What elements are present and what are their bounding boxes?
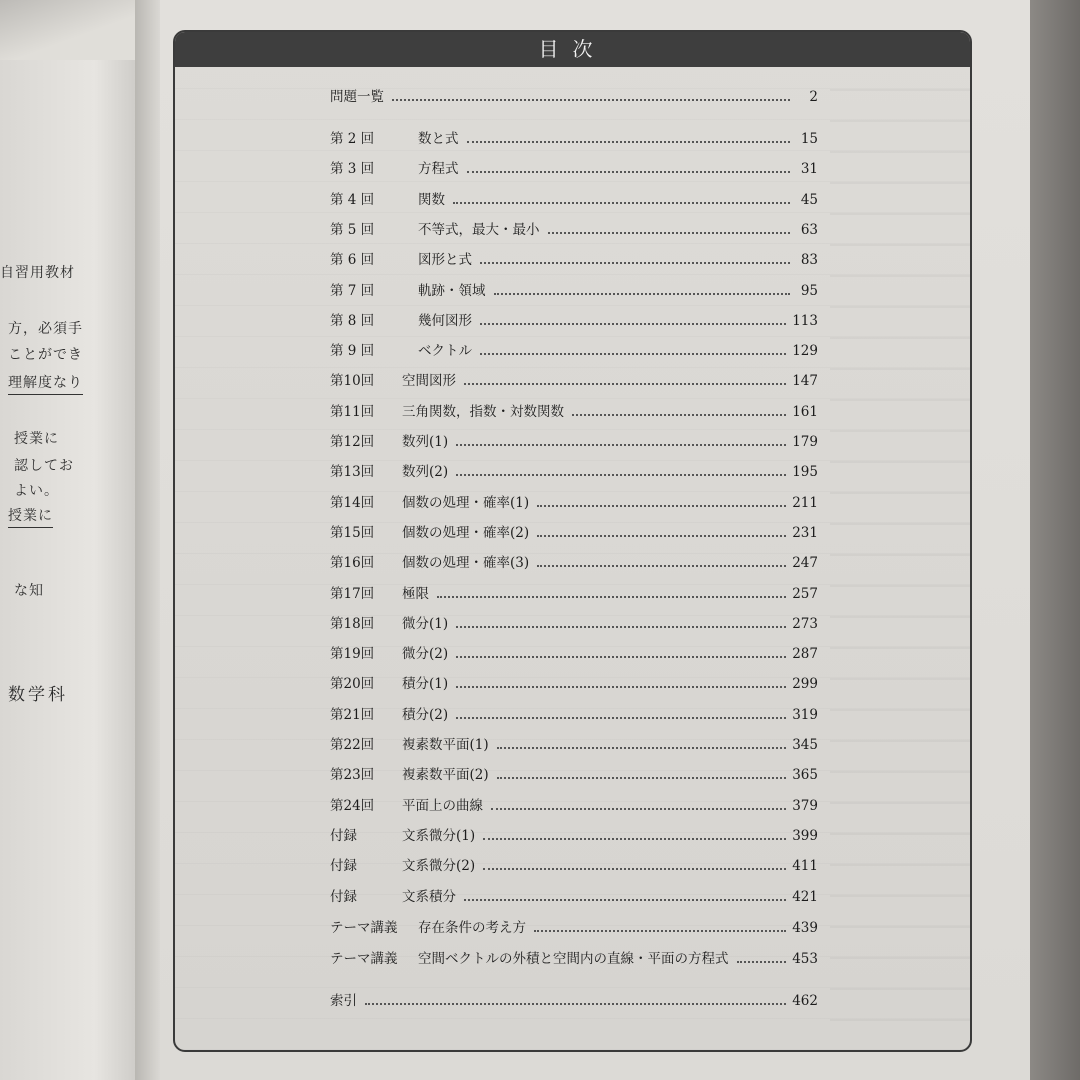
toc-entry bbox=[330, 548, 818, 572]
toc-entry-label: 第 4 回 bbox=[330, 191, 375, 208]
toc-entry-page: 411 bbox=[792, 858, 818, 875]
dot-leader bbox=[537, 504, 786, 507]
toc-entry-title: 空間図形 bbox=[402, 373, 456, 390]
toc-entry-page: 319 bbox=[792, 706, 818, 723]
toc-entry bbox=[330, 579, 818, 603]
toc-entry-label: 第 2 回 bbox=[330, 131, 375, 147]
toc-entry-title: 三角関数，指数・対数関数 bbox=[402, 403, 564, 420]
toc-entry bbox=[330, 82, 818, 106]
toc-entry-page: 31 bbox=[800, 161, 818, 178]
toc-entry-title: 個数の処理・確率(3) bbox=[402, 555, 530, 572]
toc-entry bbox=[330, 245, 818, 269]
toc-entry bbox=[330, 306, 818, 330]
toc-entry-page: 161 bbox=[792, 403, 818, 420]
left-text-snippet: 授業に bbox=[8, 505, 53, 528]
dot-leader bbox=[453, 201, 790, 204]
dot-leader bbox=[480, 322, 786, 325]
toc-entry-label: 第20回 bbox=[330, 676, 375, 693]
toc-entry-title: 微分(1) bbox=[402, 615, 449, 632]
toc-entry bbox=[330, 518, 818, 542]
toc-entry-title: 平面上の曲線 bbox=[402, 797, 483, 814]
toc-entry-label: 第13回 bbox=[330, 464, 375, 481]
toc-entry-label: 第10回 bbox=[330, 373, 375, 390]
toc-entry-page: 83 bbox=[800, 252, 818, 269]
toc-entry-label: 第21回 bbox=[330, 706, 375, 723]
left-text-snippet: 自習用教材 bbox=[0, 265, 75, 281]
toc-entry-title: 文系微分(1) bbox=[402, 827, 476, 844]
toc-entry-label: 第24回 bbox=[330, 797, 375, 814]
toc-entry bbox=[330, 944, 818, 968]
toc-entry bbox=[330, 913, 818, 937]
toc-entry-label: 付録 bbox=[330, 888, 357, 905]
toc-entry bbox=[330, 791, 818, 815]
toc-entry-label: 第 5 回 bbox=[330, 221, 375, 238]
toc-entry-page: 211 bbox=[792, 494, 818, 511]
dot-leader bbox=[480, 352, 786, 355]
toc-entry-title: 方程式 bbox=[418, 161, 459, 178]
dot-leader bbox=[497, 746, 787, 749]
toc-entry-title: 文系微分(2) bbox=[402, 858, 476, 875]
toc-entry-label: 第15回 bbox=[330, 524, 375, 541]
toc-entry bbox=[330, 488, 818, 512]
dot-leader bbox=[456, 443, 786, 446]
toc-list bbox=[175, 32, 970, 1050]
toc-entry-label: 第12回 bbox=[330, 434, 375, 450]
toc-entry-label: 第22回 bbox=[330, 737, 375, 753]
toc-entry-page: 421 bbox=[792, 888, 818, 905]
left-text-snippet: 授業に bbox=[14, 431, 59, 447]
toc-entry-title: 個数の処理・確率(1) bbox=[402, 494, 530, 511]
toc-entry bbox=[330, 427, 818, 451]
dot-leader bbox=[467, 140, 791, 143]
left-text-snippet: ことができ bbox=[8, 347, 83, 363]
dot-leader bbox=[467, 170, 791, 173]
dot-leader bbox=[537, 534, 786, 537]
toc-entry bbox=[330, 397, 818, 421]
dot-leader bbox=[456, 685, 786, 688]
toc-entry-title: 極限 bbox=[402, 585, 429, 602]
page-edge bbox=[1030, 0, 1080, 1080]
toc-entry-title: 軌跡・領域 bbox=[418, 282, 486, 299]
dot-leader bbox=[572, 413, 786, 416]
left-page bbox=[0, 0, 135, 1080]
toc-entry bbox=[330, 609, 818, 633]
toc-entry bbox=[330, 986, 818, 1010]
toc-entry-title: 不等式，最大・最小 bbox=[418, 221, 540, 238]
toc-entry-label: 付録 bbox=[330, 858, 357, 875]
toc-entry bbox=[330, 276, 818, 300]
toc-entry-page: 95 bbox=[800, 282, 818, 299]
toc-entry-title: 関数 bbox=[418, 191, 445, 208]
toc-entry bbox=[330, 366, 818, 390]
toc-entry-page: 195 bbox=[792, 464, 818, 481]
toc-entry-label: 第 3 回 bbox=[330, 161, 375, 178]
toc-entry-page: 113 bbox=[792, 312, 818, 329]
dot-leader bbox=[497, 776, 787, 779]
toc-entry bbox=[330, 336, 818, 360]
toc-entry-title: 問題一覧 bbox=[330, 89, 384, 105]
dot-leader bbox=[483, 867, 786, 870]
dot-leader bbox=[392, 98, 790, 101]
toc-entry-title: 複素数平面(2) bbox=[402, 767, 489, 784]
toc-entry-page: 287 bbox=[792, 646, 818, 663]
toc-entry-page: 2 bbox=[809, 89, 818, 105]
toc-entry-page: 365 bbox=[792, 767, 818, 784]
toc-entry-page: 257 bbox=[792, 585, 818, 602]
toc-entry-label: 第23回 bbox=[330, 767, 375, 784]
toc-entry bbox=[330, 215, 818, 239]
toc-entry-page: 129 bbox=[792, 343, 818, 360]
toc-entry-label: 第18回 bbox=[330, 615, 375, 632]
toc-entry-title: 複素数平面(1) bbox=[402, 737, 489, 753]
toc-entry-label: 第19回 bbox=[330, 646, 375, 663]
dot-leader bbox=[534, 929, 786, 932]
toc-entry-page: 273 bbox=[792, 615, 818, 632]
toc-entry bbox=[330, 730, 818, 754]
toc-entry-label: 第 8 回 bbox=[330, 312, 375, 329]
toc-entry-page: 179 bbox=[792, 434, 818, 450]
toc-entry-page: 462 bbox=[792, 992, 818, 1009]
dot-leader bbox=[456, 473, 786, 476]
toc-entry-title: 数列(2) bbox=[402, 464, 449, 481]
toc-entry-title: ベクトル bbox=[418, 343, 472, 360]
toc-entry bbox=[330, 124, 818, 148]
toc-entry bbox=[330, 882, 818, 906]
dot-leader bbox=[456, 716, 786, 719]
toc-entry-label: 第17回 bbox=[330, 585, 375, 602]
toc-entry bbox=[330, 185, 818, 209]
dot-leader bbox=[464, 898, 786, 901]
toc-entry-label: テーマ講義 bbox=[330, 950, 398, 967]
left-text-snippet: 方，必須手 bbox=[8, 321, 83, 337]
toc-entry bbox=[330, 639, 818, 663]
toc-entry bbox=[330, 457, 818, 481]
toc-entry bbox=[330, 669, 818, 693]
toc-entry-title: 積分(2) bbox=[402, 706, 449, 723]
book-gutter bbox=[135, 0, 163, 1080]
toc-entry-label: 第11回 bbox=[330, 403, 375, 420]
toc-entry bbox=[330, 154, 818, 178]
toc-entry-label: 第 9 回 bbox=[330, 343, 375, 360]
toc-entry-page: 45 bbox=[800, 191, 818, 208]
dot-leader bbox=[480, 261, 790, 264]
left-text-snippet: 理解度なり bbox=[8, 372, 83, 395]
dot-leader bbox=[464, 382, 786, 385]
dot-leader bbox=[365, 1002, 786, 1005]
toc-entry-page: 247 bbox=[792, 555, 818, 572]
toc-entry bbox=[330, 821, 818, 845]
left-text-snippet: よい。 bbox=[14, 483, 59, 499]
left-text-snippet: な知 bbox=[14, 583, 44, 599]
toc-entry-title: 図形と式 bbox=[418, 252, 472, 269]
dot-leader bbox=[537, 564, 786, 567]
left-text-snippet: 数学科 bbox=[8, 685, 68, 705]
dot-leader bbox=[548, 231, 791, 234]
toc-entry-page: 299 bbox=[792, 676, 818, 693]
toc-entry bbox=[330, 700, 818, 724]
dot-leader bbox=[437, 595, 786, 598]
toc-entry-page: 399 bbox=[792, 827, 818, 844]
toc-entry-title: 幾何図形 bbox=[418, 312, 472, 329]
left-text-snippet: 認してお bbox=[14, 458, 74, 474]
toc-entry-label: 第14回 bbox=[330, 494, 375, 511]
toc-entry-page: 15 bbox=[800, 131, 818, 147]
toc-entry-page: 439 bbox=[792, 919, 818, 936]
toc-entry-page: 379 bbox=[792, 797, 818, 814]
toc-title: 目次 bbox=[175, 32, 970, 67]
toc-entry-label: 第16回 bbox=[330, 555, 375, 572]
toc-entry-label: 第 7 回 bbox=[330, 282, 375, 299]
toc-entry-title: 微分(2) bbox=[402, 646, 449, 663]
toc-entry-label: 付録 bbox=[330, 827, 357, 844]
toc-frame bbox=[173, 30, 972, 1052]
toc-entry-title: 文系積分 bbox=[402, 888, 456, 905]
toc-entry-label: テーマ講義 bbox=[330, 919, 398, 936]
toc-entry-title: 積分(1) bbox=[402, 676, 449, 693]
toc-entry-page: 453 bbox=[792, 950, 818, 967]
toc-entry-page: 231 bbox=[792, 524, 818, 541]
dot-leader bbox=[483, 837, 786, 840]
page-fold bbox=[0, 0, 135, 60]
toc-entry-title: 数と式 bbox=[418, 131, 459, 147]
toc-entry-title: 数列(1) bbox=[402, 434, 449, 450]
toc-entry-page: 147 bbox=[792, 373, 818, 390]
dot-leader bbox=[491, 807, 786, 810]
toc-entry bbox=[330, 851, 818, 875]
toc-entry bbox=[330, 760, 818, 784]
toc-entry-page: 345 bbox=[792, 737, 818, 753]
toc-entry-title: 索引 bbox=[330, 992, 357, 1009]
dot-leader bbox=[737, 960, 787, 963]
dot-leader bbox=[494, 292, 791, 295]
toc-entry-title: 個数の処理・確率(2) bbox=[402, 524, 530, 541]
toc-entry-page: 63 bbox=[800, 221, 818, 238]
toc-entry-title: 存在条件の考え方 bbox=[418, 919, 526, 936]
toc-entry-title: 空間ベクトルの外積と空間内の直線・平面の方程式 bbox=[418, 950, 729, 967]
dot-leader bbox=[456, 655, 786, 658]
dot-leader bbox=[456, 625, 786, 628]
toc-entry-label: 第 6 回 bbox=[330, 252, 375, 269]
